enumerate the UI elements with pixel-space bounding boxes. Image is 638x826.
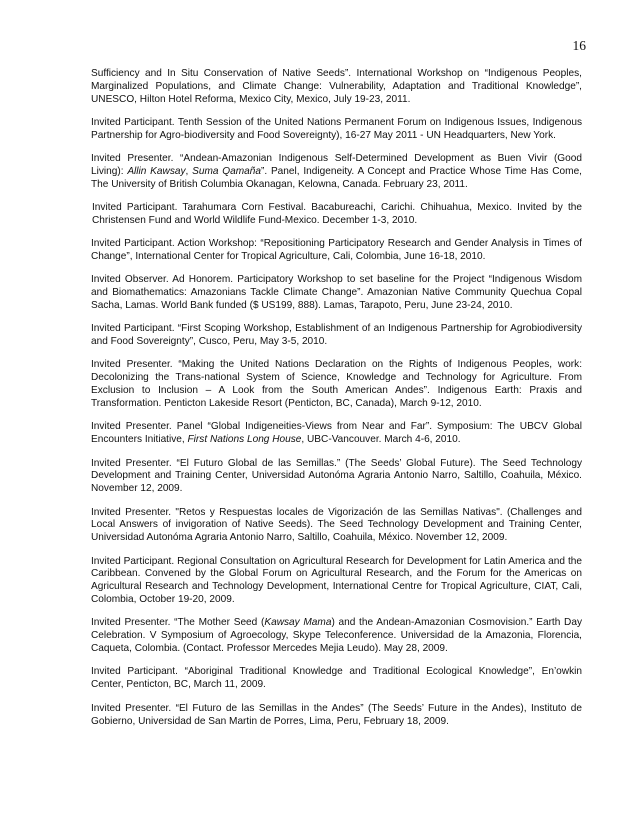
list-item: Invited Presenter. “El Futuro de las Semillas in the Andes” (The Seeds’ Future in the Andes), Instituto de Gobierno, Universidad de San Martin de Porres, Lima, Peru, February 18, 2009. — [91, 702, 582, 727]
list-item: Sufficiency and In Situ Conservation of Native Seeds”. International Workshop on “Indigenous Peoples, Marginalized Populations, and Climate Change: Vulnerability, Adaptation and Traditional Knowledge”, UNESCO, Hilton Hotel Reforma, Mexico City, Mexico, July 19-23, 2011. — [91, 68, 582, 105]
entry-text: , — [185, 166, 193, 178]
list-item: Invited Participant. Action Workshop: “Repositioning Participatory Research and Gender Analysis in Times of Change”, International Center for Tropical Agriculture, Cali, Colombia, June 16-18, 2010. — [91, 238, 582, 263]
page-number: 16 — [572, 38, 586, 53]
list-item: Invited Participant. Tarahumara Corn Festival. Bacabureachi, Carichi. Chihuahua, Mexico. Invited by the Christensen Fund and World Wildlife Fund-Mexico. December 1-3, 2010. — [92, 202, 582, 227]
list-item — [91, 421, 582, 447]
entry-italic-text: Allin Kawsay — [127, 166, 186, 178]
list-item: Invited Presenter. “Making the United Nations Declaration on the Rights of Indigenous Peoples, work: Decolonizing the Trans-national System of Science, Knowledge and Technology for Agriculture. From Exclusion to Inclusion – A Look from the South American Andes”. Indigenous Earth: Praxis and Transformation. Penticton Lakeside Resort (Penticton, BC, Canada), March 9-12, 2010. — [91, 359, 582, 410]
entry-text: ) and the Andean-Amazonian Cosmovision.” Earth Day Celebration. V Symposium of Agroecology, Skype Teleconference. Universidad de la Amazonia, Florencia, Caqueta, Colombia. (Contact. Professor Mercedes Mejia Leudo). May 28, 2009. — [91, 617, 583, 655]
entry-italic-text: First Nations Long House — [187, 434, 302, 446]
list-item: Invited Participant. “Aboriginal Traditional Knowledge and Traditional Ecological Knowledge”, En’owkin Center, Penticton, BC, March 11, 2009. — [91, 666, 582, 691]
list-item: Invited Participant. “First Scoping Workshop, Establishment of an Indigenous Partnership for Agrobiodiversity and Food Sovereignty”, Cusco, Peru, May 3-5, 2010. — [91, 323, 582, 348]
presentations-list — [91, 68, 582, 739]
entry-text: ”. Panel, Indigeneity. A Concept and Practice Whose Time Has Come, The University of British Columbia Okanagan, Kelowna, Canada. February 23, 2011. — [91, 166, 582, 190]
entry-text: Invited Presenter. “Andean-Amazonian Indigenous Self-Determined Development as Buen Vivir (Good Living): — [91, 153, 582, 178]
list-item: Invited Participant. Regional Consultation on Agricultural Research for Development for Latin America and the Caribbean. Convened by the Global Forum on Agricultural Research, and the Forum for the Americas on Agricultural Research and Technology Development, International Centre for Tropical Agriculture, CIAT, Cali, Colombia, October 19-20, 2009. — [91, 555, 582, 606]
entry-text: , UBC-Vancouver. March 4-6, 2010. — [301, 434, 461, 446]
list-item: Invited Presenter. "Retos y Respuestas locales de Vigorización de las Semillas Nativas". (Challenges and Local Answers of invigoration of Native Seeds). The Seed Technology Development and Training Center, Universidad Autonóma Agraria Antonio Narro, Saltillo, Coahuila, México. November 12, 2009. — [91, 506, 582, 544]
entry-text: Invited Presenter. Panel “Global Indigeneities-Views from Near and Far”. Symposium: The UBCV Global Encounters Initiative, — [91, 421, 582, 446]
list-item: Invited Presenter. “El Futuro Global de las Semillas.” (The Seeds’ Global Future). The Seed Technology Development and Training Center, Universidad Autonóma Agraria Antonio Narro, Saltillo, Coahuila, México. November 12, 2009. — [91, 457, 582, 495]
list-item — [91, 153, 582, 192]
list-item: Invited Observer. Ad Honorem. Participatory Workshop to set baseline for the Project “Indigenous Wisdom and Biomathematics: Amazonians Tackle Climate Change”. Amazonian Native Community Quechua Copal Sacha, Lamas. World Bank funded ($ US199, 888). Lamas, Tarapoto, Peru, June 23-24, 2010. — [91, 274, 582, 312]
entry-text: Invited Presenter. “The Mother Seed ( — [91, 617, 265, 629]
list-item: Invited Participant. Tenth Session of the United Nations Permanent Forum on Indigenous Issues, Indigenous Partnership for Agro-biodiversity and Food Sovereignty), 16-27 May 2011 - UN Headquarters, New York. — [91, 117, 582, 141]
entry-italic-text: Kawsay Mama — [264, 617, 332, 629]
list-item — [91, 617, 582, 656]
entry-italic-text: Suma Qamaña — [192, 166, 261, 178]
